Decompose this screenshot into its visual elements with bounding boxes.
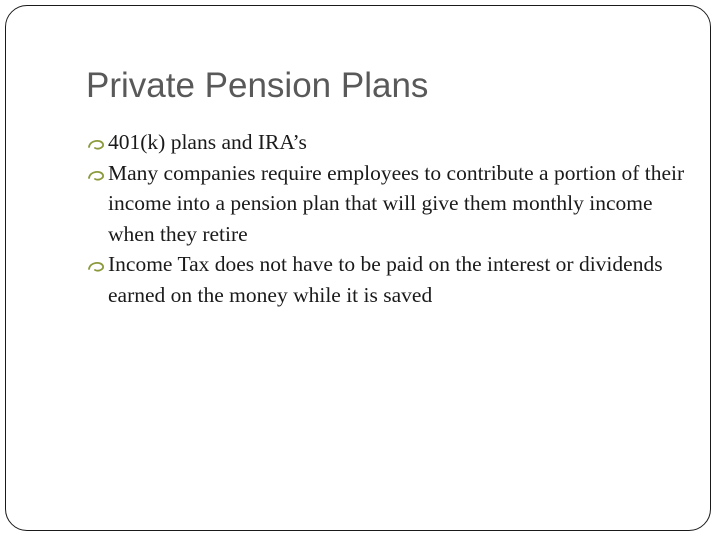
swirl-bullet-icon [86,127,106,157]
bullet-list [86,127,696,310]
bullet-item [86,127,696,158]
bullet-text: Many companies require employees to contribute a portion of their income into a pension plan that will give them monthly income when they retire [108,160,685,246]
bullet-text: Income Tax does not have to be paid on the interest or dividends earned on the money while it is saved [108,252,663,307]
bullet-item [86,158,696,250]
slide [5,5,711,531]
swirl-bullet-icon [86,158,106,188]
bullet-item [86,249,696,310]
bullet-text: 401(k) plans and IRA’s [108,130,307,154]
swirl-bullet-icon [86,249,106,279]
slide-title: Private Pension Plans [86,66,429,105]
